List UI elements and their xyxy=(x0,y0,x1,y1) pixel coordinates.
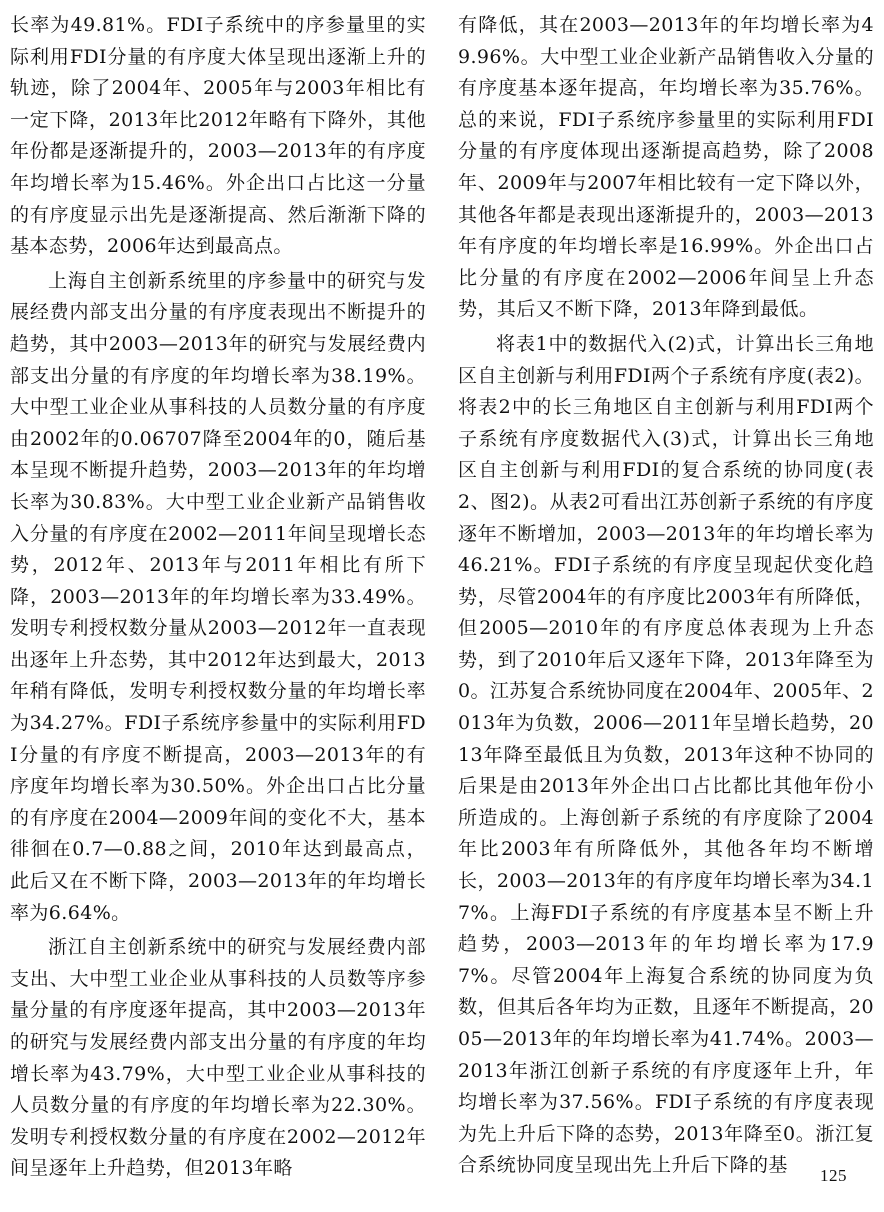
paragraph-shanghai-innovation: 上海自主创新系统里的序参量中的研究与发展经费内部支出分量的有序度表现出不断提升的趋势，其中2003—2013年的研究与发展经费内部支出分量的有序度的年均增长率为38.19%。大中型工业企业从事科技的人员数分量的有序度由2002年的0.06707降至2004年的0，随后基本呈现不断提升趋势，2003—2013年的年均增长率为30.83%。大中型工业企业新产品销售收入分量的有序度在2002—2011年间呈现增长态势，2012年、2013年与2011年相比有所下降，2003—2013年的年均增长率为33.49%。发明专利授权数分量从2003—2012年一直表现出逐年上升态势，其中2012年达到最大，2013年稍有降低，发明专利授权数分量的年均增长率为34.27%。FDI子系统序参量中的实际利用FDI分量的有序度不断提高，2003—2013年的有序度年均增长率为30.50%。外企出口占比分量的有序度在2004—2009年间的变化不大，基本徘徊在0.7—0.88之间，2010年达到最高点，此后又在不断下降，2003—2013年的年均增长率为6.64%。 xyxy=(10,269,426,924)
paragraph-fdi-jiangsu-end: 长率为49.81%。FDI子系统中的序参量里的实际利用FDI分量的有序度大体呈现出逐渐上升的轨迹，除了2004年、2005年与2003年相比有一定下降，2013年比2012年略有下降外，其他年份都是逐渐提升的，2003—2013年的有序度年均增长率为15.46%。外企出口占比这一分量的有序度显示出先是逐渐提高、然后渐渐下降的基本态势，2006年达到最高点。 xyxy=(10,14,426,258)
page-number: 125 xyxy=(820,1166,847,1185)
paragraph-zhejiang-innovation: 浙江自主创新系统中的研究与发展经费内部支出、大中型工业企业从事科技的人员数等序参量分量的有序度逐年提高，其中2003—2013年的研究与发展经费内部支出分量的有序度的年均增长率为43.79%，大中型工业企业从事科技的人员数分量的有序度的年均增长率为22.30%。发明专利授权数分量的有序度在2002—2012年间呈逐年上升趋势，但2013年略 xyxy=(10,936,426,1180)
paragraph-zhejiang-continued: 有降低，其在2003—2013年的年均增长率为49.96%。大中型工业企业新产品销售收入分量的有序度基本逐年提高，年均增长率为35.76%。总的来说，FDI子系统序参量里的实际利用FDI分量的有序度体现出逐渐提高趋势，除了2008年、2009年与2007年相比较有一定下降以外，其他各年都是表现出逐渐提升的，2003—2013年有序度的年均增长率是16.99%。外企出口占比分量的有序度在2002—2006年间呈上升态势，其后又不断下降，2013年降到最低。 xyxy=(458,14,874,321)
right-column xyxy=(458,10,874,1182)
paragraph-synergy-results: 将表1中的数据代入(2)式，计算出长三角地区自主创新与利用FDI两个子系统有序度(表2)。将表2中的长三角地区自主创新与利用FDI两个子系统有序度数据代入(3)式，计算出长三角地区自主创新与利用FDI的复合系统的协同度(表2、图2)。从表2可看出江苏创新子系统的有序度逐年不断增加，2003—2013年的年均增长率为46.21%。FDI子系统的有序度呈现起伏变化趋势，尽管2004年的有序度比2003年有所降低，但2005—2010年的有序度总体表现为上升态势，到了2010年后又逐年下降，2013年降至为0。江苏复合系统协同度在2004年、2005年、2013年为负数，2006—2011年呈增长趋势，2013年降至最低且为负数，2013年这种不协同的后果是由2013年外企出口占比都比其他年份小所造成的。上海创新子系统的有序度除了2004年比2003年有所降低外，其他各年均不断增长，2003—2013年的有序度年均增长率为34.17%。上海FDI子系统的有序度基本呈不断上升趋势，2003—2013年的年均增长率为17.97%。尽管2004年上海复合系统的协同度为负数，但其后各年均为正数，且逐年不断提高，2005—2013年的年均增长率为41.74%。2003—2013年浙江创新子系统的有序度逐年上升，年均增长率为37.56%。FDI子系统的有序度表现为先上升后下降的态势，2013年降至0。浙江复合系统协同度呈现出先上升后下降的基 xyxy=(458,332,874,1177)
left-column xyxy=(10,10,426,1185)
